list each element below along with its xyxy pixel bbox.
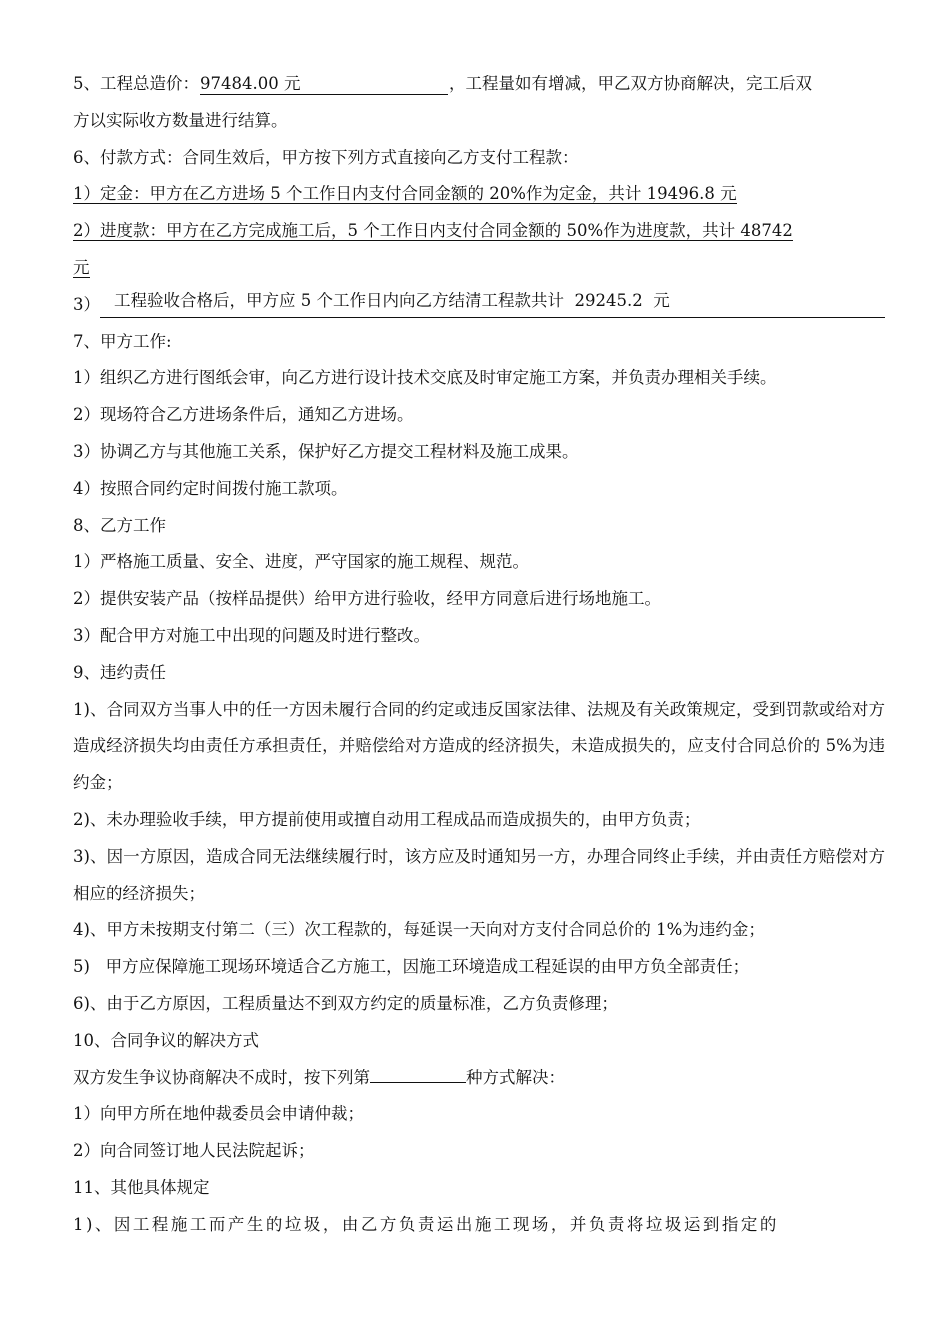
- clause11-heading: 11、其他具体规定: [73, 1177, 210, 1197]
- clause9-item4: 4)、甲方未按期支付第二（三）次工程款的，每延误一天向对方支付合同总价的 1%为违约金；: [73, 920, 765, 940]
- total-price-value: 97484.00 元: [200, 74, 301, 93]
- clause6-item3: [73, 287, 885, 324]
- total-price-field: [200, 76, 448, 95]
- clause9-heading: 9、违约责任: [73, 662, 166, 682]
- contract-page: [73, 66, 885, 1244]
- clause8-heading: 8、乙方工作: [73, 515, 166, 535]
- clause6-item2: [73, 213, 885, 287]
- clause10-intro: [73, 1060, 885, 1097]
- clause8-item: 3）配合甲方对施工中出现的问题及时进行整改。: [73, 625, 430, 645]
- clause8-item: 1）严格施工质量、安全、进度，严守国家的施工规程、规范。: [73, 552, 529, 572]
- clause6-heading: 6、付款方式：合同生效后，甲方按下列方式直接向乙方支付工程款：: [73, 147, 579, 167]
- clause7-item: 4）按照合同约定时间拨付施工款项。: [73, 478, 348, 498]
- clause10-item: 2）向合同签订地人民法院起诉；: [73, 1141, 315, 1161]
- final-payment-field: [100, 287, 885, 318]
- dispute-intro-suffix: 种方式解决：: [466, 1067, 565, 1087]
- deposit-text: 1）定金：甲方在乙方进场 5 个工作日内支付合同金额的 20%作为定金，共计 19496.8 元: [73, 184, 737, 204]
- clause5-line2: 方以实际收方数量进行结算。: [73, 110, 288, 130]
- item3-number: 3）: [73, 294, 100, 314]
- dispute-method-blank: [370, 1063, 466, 1082]
- clause11-item1: 1)、因工程施工而产生的垃圾，由乙方负责运出施工现场，并负责将垃圾运到指定的: [73, 1214, 779, 1234]
- clause10-heading: 10、合同争议的解决方式: [73, 1030, 259, 1050]
- clause9-item1: 1)、合同双方当事人中的任一方因未履行合同的约定或违反国家法律、法规及有关政策规定，受到罚款或给对方造成经济损失均由责任方承担责任，并赔偿给对方造成的经济损失，未造成损失的，应支付合同总价的 5%为违约金；: [73, 699, 885, 793]
- clause5-text: ，工程量如有增减，甲乙双方协商解决，完工后双: [449, 74, 812, 93]
- clause7-heading: 7、甲方工作:: [73, 331, 172, 351]
- progress-payment-text-cont: 元: [73, 257, 90, 277]
- clause5-line1: [73, 66, 885, 103]
- clause9-item5: 5) 甲方应保障施工现场环境适合乙方施工，因施工环境造成工程延误的由甲方负全部责任；: [73, 957, 750, 977]
- clause7-item: 1）组织乙方进行图纸会审，向乙方进行设计技术交底及时审定施工方案，并负责办理相关手续。: [73, 368, 777, 388]
- final-payment-text: 工程验收合格后，甲方应 5 个工作日内向乙方结清工程款共计 29245.2 元: [114, 290, 670, 310]
- clause9-item3: 3)、因一方原因，造成合同无法继续履行时，该方应及时通知另一方，办理合同终止手续，并由责任方赔偿对方相应的经济损失；: [73, 846, 885, 903]
- clause6-item1: [73, 176, 885, 213]
- clause7-item: 3）协调乙方与其他施工关系，保护好乙方提交工程材料及施工成果。: [73, 441, 579, 461]
- dispute-intro-text: 双方发生争议协商解决不成时，按下列第: [73, 1067, 370, 1087]
- clause9-item6: 6)、由于乙方原因，工程质量达不到双方约定的质量标准，乙方负责修理；: [73, 993, 618, 1013]
- clause8-item: 2）提供安装产品（按样品提供）给甲方进行验收，经甲方同意后进行场地施工。: [73, 589, 661, 609]
- progress-payment-text: 2）进度款：甲方在乙方完成施工后，5 个工作日内支付合同金额的 50%作为进度款，共计 48742: [73, 221, 793, 241]
- clause7-item: 2）现场符合乙方进场条件后，通知乙方进场。: [73, 405, 414, 425]
- clause10-item: 1）向甲方所在地仲裁委员会申请仲裁；: [73, 1104, 364, 1124]
- clause5-label: 5、工程总造价：: [73, 74, 199, 93]
- clause9-item2: 2)、未办理验收手续，甲方提前使用或擅自动用工程成品而造成损失的，由甲方负责；: [73, 809, 701, 829]
